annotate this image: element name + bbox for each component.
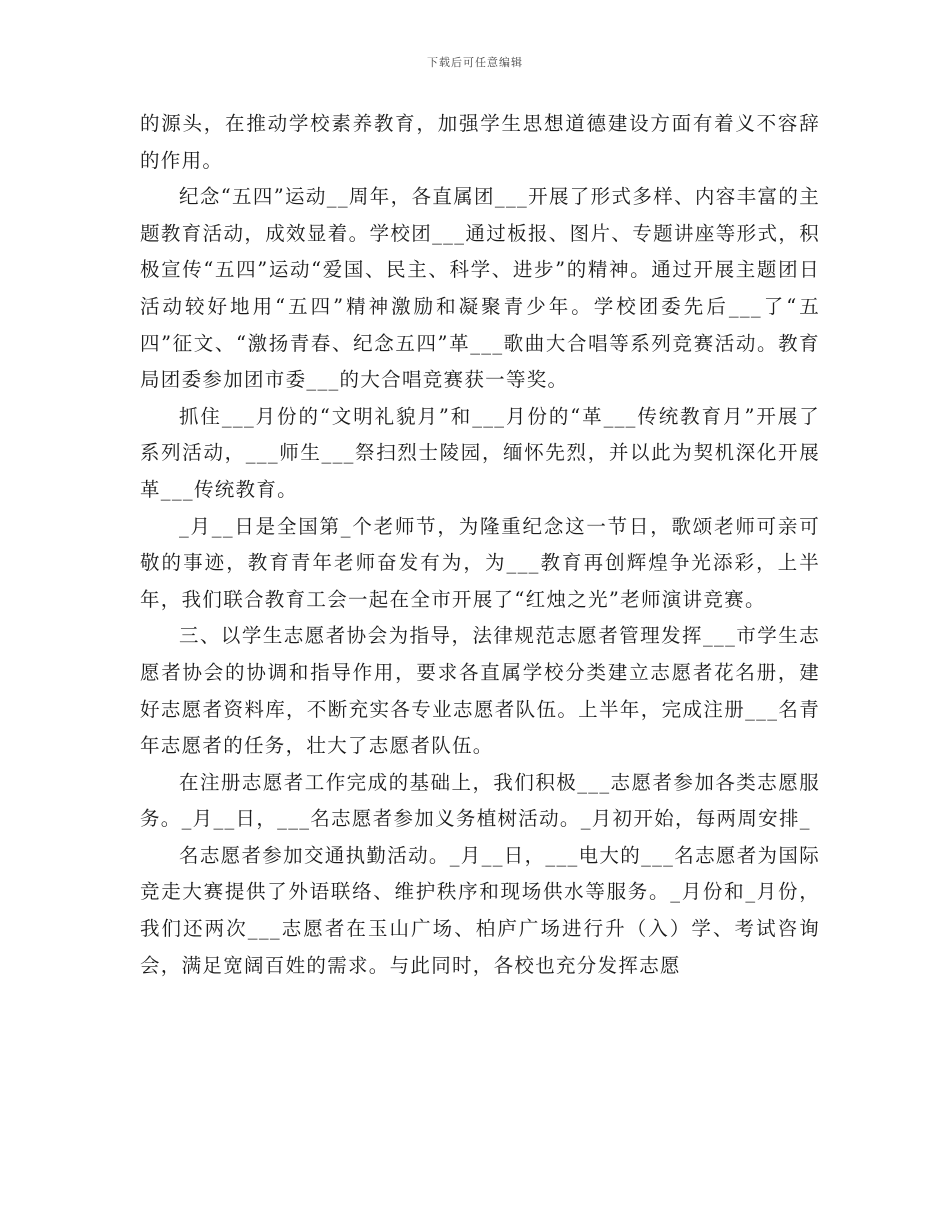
paragraph-volunteer-activities: 名志愿者参加交通执勤活动。_月__日，___电大的___名志愿者为国际竞走大赛提供了外语联络、维护秩序和现场供水等服务。_月份和_月份，我们还两次___志愿者在玉山广场、柏庐广场进行升（入）学、考试咨询会，满足宽阔百姓的需求。与此同时，各校也充分发挥志愿 [140,843,820,977]
paragraph-civility-month: 抓住___月份的“文明礼貌月”和___月份的“革___传统教育月”开展了系列活动，___师生___祭扫烈士陵园，缅怀先烈，并以此为契机深化开展革___传统教育。 [140,404,820,501]
page-header-note: 下载后可任意编辑 [427,56,523,69]
paragraph-teachers-day: _月__日是全国第_个老师节，为隆重纪念这一节日，歌颂老师可亲可敬的事迹，教育青年老师奋发有为，为___教育再创辉煌争光添彩，上半年，我们联合教育工会一起在全市开展了“红烛之光”老师演讲竞赛。 [140,514,820,611]
paragraph-volunteer-association: 三、以学生志愿者协会为指导，法律规范志愿者管理发挥___市学生志愿者协会的协调和指导作用，要求各直属学校分类建立志愿者花名册，建好志愿者资料库，不断充实各专业志愿者队伍。上半年，完成注册___名青年志愿者的任务，壮大了志愿者队伍。 [140,624,820,758]
paragraph-volunteer-service: 在注册志愿者工作完成的基础上，我们积极___志愿者参加各类志愿服务。_月__日，___名志愿者参加义务植树活动。_月初开始，每两周安排_ [140,770,820,831]
document-body [140,106,820,984]
paragraph-may-fourth: 纪念“五四”运动__周年，各直属团___开展了形式多样、内容丰富的主题教育活动，成效显着。学校团___通过板报、图片、专题讲座等形式，积极宣传“五四”运动“爱国、民主、科学、进步”的精神。通过开展主题团日活动较好地用“五四”精神激励和凝聚青少年。学校团委先后___了“五四”征文、“激扬青春、纪念五四”革___歌曲大合唱等系列竞赛活动。教育局团委参加团市委___的大合唱竞赛获一等奖。 [140,185,820,392]
paragraph-continuation: 的源头，在推动学校素养教育，加强学生思想道德建设方面有着义不容辞的作用。 [140,112,820,172]
